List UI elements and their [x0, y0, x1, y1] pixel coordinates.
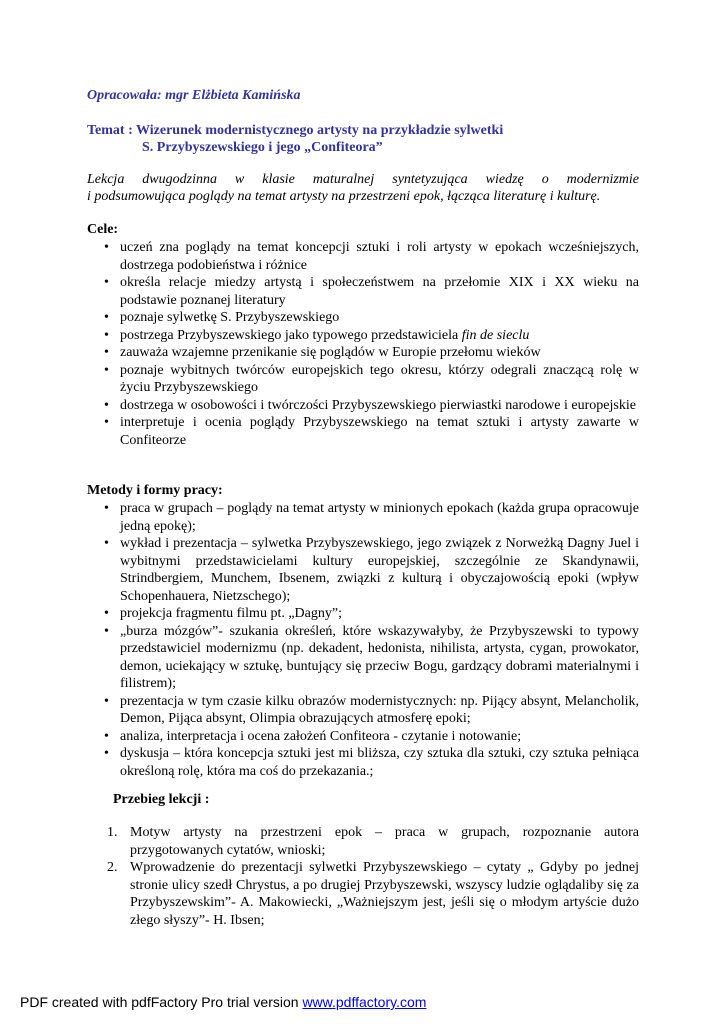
list-item: • zauważa wzajemne przenikanie się poglądów w Europie przełomu wieków [87, 344, 639, 362]
list-item: • określa relacje miedzy artystą i społeczeństwem na przełomie XIX i XX wieku na podstawie poznanej literatury [87, 274, 639, 309]
author-line: Opracowała: mgr Elżbieta Kamińska [87, 88, 301, 103]
list-item: • prezentacja w tym czasie kilku obrazów modernistycznych: np. Pijący absynt, Melancholik, Demon, Pijąca absynt, Olimpia obrazujących atmosferę epoki; [87, 693, 639, 728]
course-list [87, 824, 639, 929]
footer-text: PDF created with pdfFactory Pro trial version [20, 994, 303, 1010]
list-item: • interpretuje i ocenia poglądy Przybyszewskiego na temat sztuki i artysty zawarte w Confiteorze [87, 414, 639, 449]
topic-line-2: S. Przybyszewskiego i jego „Confiteora” [142, 140, 383, 155]
list-item [87, 327, 639, 345]
item-text: Motyw artysty na przestrzeni epok – praca w grupach, rozpoznanie autora przygotowanych cytatów, wnioski; [130, 825, 639, 858]
intro-line-1: Lekcja dwugodzinna w klasie maturalnej syntetyzująca wiedzę o modernizmie [87, 172, 639, 187]
list-item: • praca w grupach – poglądy na temat artysty w minionych epokach (każda grupa opracowuje jedną epokę); [87, 500, 639, 535]
footer-link[interactable]: www.pdffactory.com [302, 994, 427, 1010]
item-number: 1. [107, 825, 118, 840]
list-item-text: postrzega Przybyszewskiego jako typowego przedstawiciela [120, 327, 462, 343]
item-text: Wprowadzenie do prezentacji sylwetki Przybyszewskiego – cytaty „ Gdyby po jednej stronie ulicy szedł Chrystus, a po drugiej Przybyszewski, wszyscy ludzie oglądaliby się za Przybyszewskim”- A. Makowiecki, „Ważniejszym jest, jeśli się o młodym artyście dużo złego słyszy”- H. Ibsen; [130, 860, 639, 928]
goals-heading: Cele: [87, 222, 119, 237]
item-number: 2. [107, 860, 118, 875]
lesson-intro [87, 171, 639, 205]
course-heading: Przebieg lekcji : [113, 792, 210, 807]
list-item: • wykład i prezentacja – sylwetka Przybyszewskiego, jego związek z Norweżką Dagny Juel i wybitnymi przedstawicielami kultury europejskiej, szczególnie ze Skandynawii, Strindbergiem, Munchem, Ibsenem, związki z kulturą i obyczajowością epoki (wpływ Schopenhauera, Nietzschego); [87, 535, 639, 605]
list-item: • „burza mózgów”- szukania określeń, które wskazywałyby, że Przybyszewski to typowy przedstawiciel modernizmu (np. dekadent, hedonista, nihilista, artysta, cygan, prowokator, demon, uciekający w sztukę, buntujący się przeciw Bogu, gardzący dobrami materialnymi i filistrem); [87, 623, 639, 693]
pdf-footer [20, 994, 426, 1010]
list-item: • uczeń zna poglądy na temat koncepcji sztuki i roli artysty w epokach wcześniejszych, dostrzega podobieństwa i różnice [87, 239, 639, 274]
goals-list [87, 239, 639, 449]
list-item: • poznaje sylwetkę S. Przybyszewskiego [87, 309, 639, 327]
list-item: • dyskusja – która koncepcja sztuki jest mi bliższa, czy sztuka dla sztuki, czy sztuka pełniąca określoną rolę, która ma coś do przekazania.; [87, 745, 639, 780]
intro-line-2: i podsumowująca poglądy na temat artysty na przestrzeni epok, łącząca literaturę i kulturę. [87, 189, 601, 204]
methods-heading: Metody i formy pracy: [87, 483, 223, 498]
list-item: • projekcja fragmentu filmu pt. „Dagny”; [87, 605, 639, 623]
list-item: • analiza, interpretacja i ocena założeń Confiteora - czytanie i notowanie; [87, 728, 639, 746]
list-item [87, 824, 639, 859]
lesson-topic [87, 122, 647, 156]
list-item: • dostrzega w osobowości i twórczości Przybyszewskiego pierwiastki narodowe i europejskie [87, 397, 639, 415]
list-item [87, 859, 639, 929]
topic-line-1: Temat : Wizerunek modernistycznego artysty na przykładzie sylwetki [87, 123, 504, 138]
list-item: • poznaje wybitnych twórców europejskich tego okresu, którzy odegrali znaczącą rolę w życiu Przybyszewskiego [87, 362, 639, 397]
methods-list [87, 500, 639, 780]
list-item-italic: fin de sieclu [461, 327, 530, 343]
